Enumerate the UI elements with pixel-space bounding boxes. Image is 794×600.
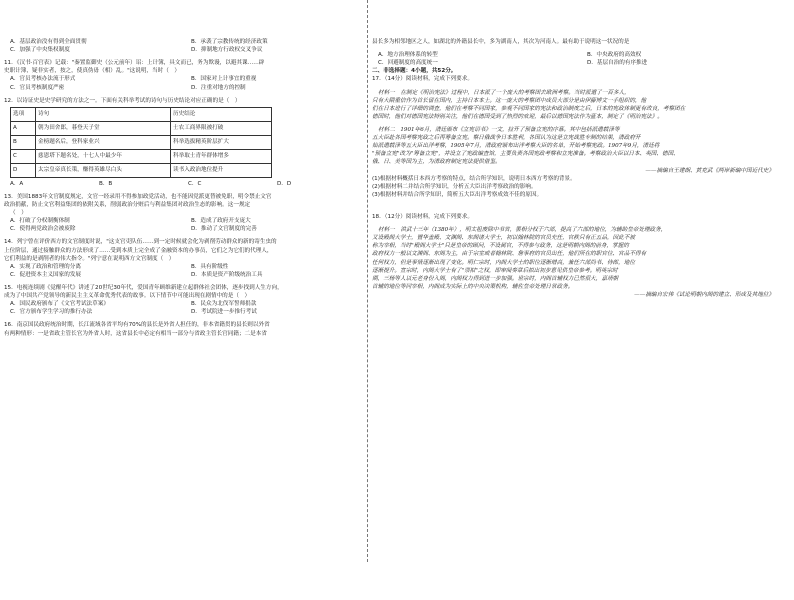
q10-options [4,38,366,46]
q11-options [4,75,366,83]
q15-options [4,300,366,308]
section-heading: 二、非选择题：4小题，共52分。 [372,68,457,75]
q13-stem-line2: 政治捐献，防止文官利益集团的依附关系，削弱政治分赃后与利益集团对政治生态的影响。这一规定 [4,201,251,208]
q15-option-c[interactable]: C．官方颁布学生学习的推行办法 [10,309,93,316]
q12-option-b[interactable]: B．B [99,180,113,187]
table-row [11,121,272,135]
q14-option-a[interactable]: A．实现了政治和管理的分离 [10,263,81,270]
q10-option-d[interactable]: D．抑制地方行政权交叉争议 [191,47,263,54]
q10-option-b[interactable]: B．承袭了宗教传统的经济政策 [191,39,268,45]
left-column [4,0,366,600]
q18-source: ——摘编自宏伟《试论明朝内阁的建立、形成及其地位》 [634,291,774,298]
q12-option-a[interactable]: A．A [10,180,24,187]
q14-option-b[interactable]: B．具有阶级性 [191,263,229,270]
q17-title: 17．（14分）阅读材料，完成下列要求。 [372,76,473,83]
q14-option-d[interactable]: D．本质是资产阶级统治工具 [191,271,263,278]
q16-option-c[interactable]: C．回避制度的高度统一 [378,60,438,67]
q17-material1-line: 材料一 在制定《明治宪法》过程中，日本派了一个庞大的考察团去欧洲考察。当时派遣了一百多人， [378,89,630,96]
table-cell: 金榜题名后，登科家业兴 [36,135,171,149]
q13-option-b[interactable]: B．造成了政府开支庞大 [191,218,251,225]
q17-source: ——摘编自王建朗、黄克武《两岸新编中国近代史》 [645,167,774,174]
q18-material1-line: 又设殿阁大学士，置华盖殿、文渊阁、东阁诸大学士，初以翰林院的官员充任，官秩只有正五品，因此不被 [372,235,635,242]
table-row [11,135,272,149]
q17-material2-line: 五大臣赴各国考察宪政之后再筹备立宪。察日俄战争日本胜利，各国认为这是立宪战胜专制的结果，清政府开 [372,135,641,142]
column-divider [367,0,368,562]
table-cell: 太宗皇帝真长策，赚得英雄尽白头 [36,163,171,177]
q13-option-a[interactable]: A．打破了分权制衡体制 [10,218,70,225]
q17-material2-line: "预备立宪"改为"筹备立宪"，并设立了宪政编查馆，主要负责各国宪政考察和立宪准备。考察政治大臣以日本、英国、德国、 [372,151,679,158]
q17-material2-line: 始派遣载泽等五大臣出洋考察，1905年7月，清政府颁布出洋考察大臣的名单，开始考察宪政。1907年9月，清廷将 [372,143,660,150]
q15-option-a[interactable]: A．国民政府颁布了《文官考试法草案》 [10,301,109,308]
q17-material1-line: 们在日本进行了详细的调查，他们在考察不同国家，参观不同国家的宪法和政治制度之后，日本的宪政体制更有改良，考察团在 [372,105,686,112]
q14-options-row2 [4,271,366,279]
q18-material1-line: 政府权力一般以文渊阁、东阁为主，由于宗室或者翰林院、詹事府的官员出任，他们所在的职官位、官品不得有 [372,251,647,258]
q17-material2-line: 俄、日、美等国为主，为清政府制定宪法提供借鉴。 [372,159,501,166]
q15-stem-line2: 成为了中国共产党领导的新民主主义革命优秀代表的故事。以下情节中可能出现在剧情中的是（ ） [4,293,251,300]
q11-option-c[interactable]: C．官员考核制度严密 [10,84,65,91]
q15-stem-line1: 15．电视连续剧《觉醒年代》讲述了20世纪30年代，爱国青年顾维新建立起群体社会团体，逐步找到人生方向， [4,284,283,291]
q15-option-b[interactable]: B．民众为北伐军誓师捐款 [191,301,257,308]
table-cell: 朝为田舍郎，暮登天子堂 [36,121,171,135]
q15-options-row2 [4,308,366,316]
q17-material1-line: 德国时，他们对德国宪法特别关注，他们在德国受到了热烈的欢迎，最后以德国宪法作为蓝本，制定了《明治宪法》。 [372,113,663,120]
q12-option-c[interactable]: C．C [188,180,202,187]
q16-option-d[interactable]: D．基层自治的有序推进 [587,60,648,67]
q11-stem-line1: 11．《汉书·百官表》记载："秦置监御史（公元前年）诏：上计簿，具文而已，务为欺谩，以避其课……辟 [4,60,265,67]
q16-stem-line2: 有两种情形：一是省政主管长官为外省人时，这省县长中必定有相当一部分与省政主管长官同籍；二是本省 [4,330,267,337]
q13-stem-line3: （ ） [10,210,27,217]
q14-stem-line1: 14．列宁曾在评价西方的文官制度时说，"这支官吏队伍……到一定时候就会化为剥削劳动群众的新的寄生虫的 [4,239,277,246]
table-cell: 慈恩塔下题名处，十七人中最少年 [36,149,171,163]
q18-material1-line: 材料一 洪武十三年（1380年），明太祖废除中书省，罢相分权于六部，提高了六部的地位，为辅助皇帝处理政务， [378,227,667,234]
q13-options [4,217,366,225]
q18-material1-line: 称为宰相，当时"殿阁大学士"只是皇帝的顾问，不设属官，不得参与政务，这是明朝内阁的前身，掌握的 [372,243,629,250]
q11-option-b[interactable]: B．国家对上计事宜的重视 [191,76,257,83]
q12-stem: 12．以诗证史是史学研究的方法之一。下面有关科举考试的诗句与历史结论对应正确的是（ ） [4,97,241,104]
q16-options-row2 [372,59,790,67]
q13-options-row2 [4,225,366,233]
q18-material1-line: 首辅的地位等同宰相，内阁成为实际上的中央决策机构，辅佐皇帝处理日常政务。 [372,283,574,290]
table-row [11,107,272,121]
q16-option-b[interactable]: B．中央政府的高效权 [587,52,642,59]
q16-option-a[interactable]: A．地方治理体系的转型 [378,52,438,59]
q16-stem-continued: 县长多为相邻地区之人，如湖北的外籍县长中，多为湖南人，其次为河南人。最有助于说明这一状况的是 [372,39,630,45]
q11-options-row2 [4,84,366,92]
q12-option-d[interactable]: D．D [277,180,292,187]
q18-title: 18．（12分）阅读材料，完成下列要求。 [372,213,473,220]
q14-option-c[interactable]: C．促进资本主义国家的发展 [10,271,82,278]
q14-options [4,263,366,271]
q13-option-d[interactable]: D．推动了文官制度的完善 [191,226,257,233]
q17-requirement: (1)根据材料概括日本西方考察的特点，结合所学知识，说明日本西方考察的背景。 [372,175,576,182]
q17-material1-line: 只有大隈重信作为首长留在国内，主持日本本土。这一庞大的考察团中成员大部分是由伊藤博文一手组织的，他 [372,97,647,104]
q11-option-d[interactable]: D．注重对地方的控制 [191,84,246,91]
table-cell: D [11,163,36,177]
q17-requirement: (3)根据材料并结合所学知识，简析五大臣出洋考察成效不佳的原因。 [372,191,543,198]
table-header-cell: 诗句 [36,107,171,121]
table-header-cell: 选项 [11,107,36,121]
table-row [11,163,272,177]
q16-stem-line1: 16．南京国民政府统治时期，长江流域各省平均有70%的县长是外省人担任的，非本省籍贯的县长则以外省 [4,322,270,329]
q17-material2-line: 材料二 1901年6月，清廷颁布《立宪诏书》一文，拉开了预备立宪的序幕。其中包括派遣载泽等 [378,126,620,133]
table-row [11,149,272,163]
q17-requirement: (2)根据材料二并结合所学知识，分析五大臣出洋考察政治的影响。 [372,183,537,190]
right-column [372,0,790,600]
q18-material1-line: 期，三杨等人以元老身份入阁，内阁权力得到进一步加强。世宗时，内阁首辅权力已然很大，嘉靖朝 [372,275,619,282]
table-cell: 士农工商界限被打破 [171,121,272,135]
table-cell: 科举选拔精英阶层扩大 [171,135,272,149]
table-cell: C [11,149,36,163]
q14-stem-line3: 它们利益的是剥削者的伟大指令。"列宁意在说明西方文官制度（ ） [4,255,175,262]
q13-option-c[interactable]: C．使得两党政治会被废除 [10,226,76,233]
q10-options-row2 [4,46,366,54]
q15-option-d[interactable]: D．考试院进一步推行考试 [191,309,257,316]
q10-option-a[interactable]: A．基层政治没有得到全面贯彻 [10,39,87,45]
q11-stem-line2: 史职计簿，疑非实者，按之，使真伪毋（相）乱。"这说明，当时（ ） [4,68,180,75]
table-cell: 科举取士青年群体增多 [171,149,272,163]
table-cell: A [11,121,36,135]
q13-stem-line1: 13．美国1883年文官制度规定，文官一经录用不得参加政党活动，也不能因党派更替被免职，明令禁止文官 [4,193,272,200]
q12-options [4,180,366,188]
table-cell: B [11,135,36,149]
q14-stem-line2: 上位阶层，通过接触群众的方法形成了……受到本质上完全成了金融资本的办事员，它们之为它们的代理人， [4,247,273,254]
q16-options [372,51,790,59]
table-cell: 读书入政治地位提升 [171,163,272,177]
q10-option-c[interactable]: C．加强了中央集权制度 [10,47,70,54]
q12-table [10,107,272,178]
q18-material1-line: 任何权力，但是事情逐渐出现了变化。明仁宗时，内阁大学士的职位逐渐增高，兼任六部尚书、侍郎，地位 [372,259,635,266]
table-header-cell: 历史结论 [171,107,272,121]
q18-material1-line: 逐渐提升。宣宗时，内阁大学士有了"票拟"之权，即审阅奏章后拟出初步意见供皇帝参考。明英宗时 [372,267,618,274]
q11-option-a[interactable]: A．官员考核办法流于形式 [10,76,76,83]
